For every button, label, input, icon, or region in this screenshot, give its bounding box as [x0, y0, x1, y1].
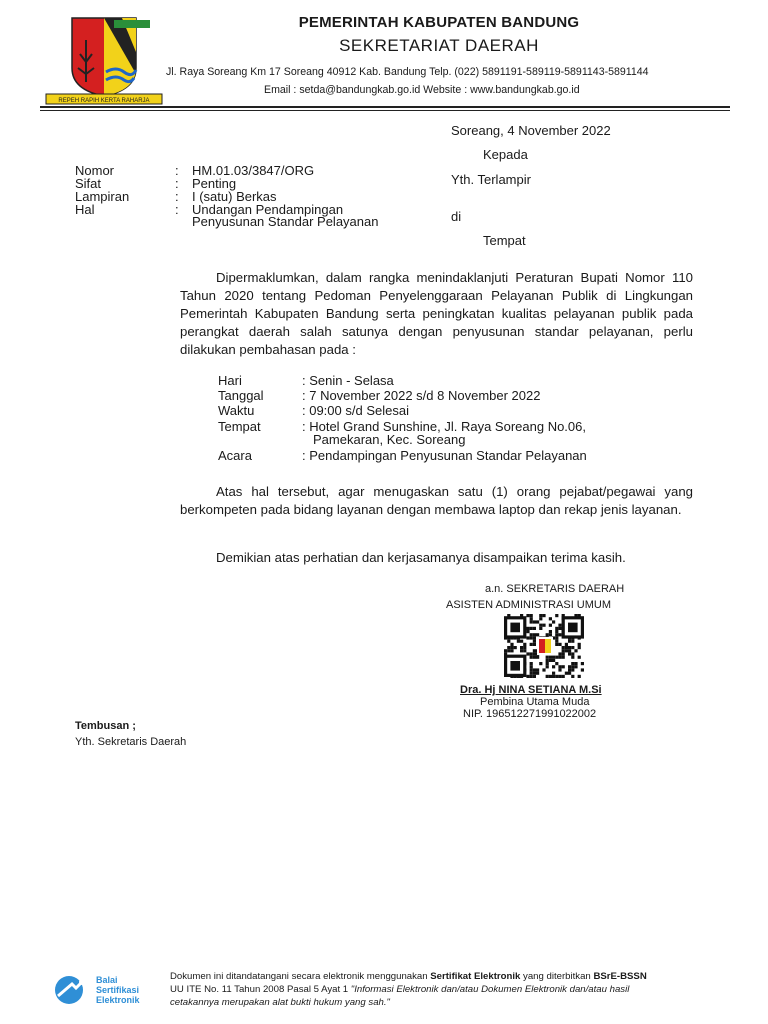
schedule-label: Tempat: [218, 419, 261, 434]
meta-label: Hal: [75, 202, 95, 217]
signatory-nip: NIP. 196512271991022002: [463, 708, 597, 720]
meta-sep: :: [175, 189, 179, 204]
body-paragraph-3: Demikian atas perhatian dan kerjasamanya disampaikan terima kasih.: [216, 550, 626, 565]
letterhead-government: PEMERINTAH KABUPATEN BANDUNG: [298, 14, 580, 31]
signature-on-behalf: a.n. SEKRETARIS DAERAH: [485, 583, 625, 595]
meta-label: Sifat: [75, 176, 102, 191]
signature-qr-code: [504, 613, 586, 679]
schedule-value: : 09:00 s/d Selesai: [302, 403, 409, 418]
bsre-logo-icon: [52, 974, 90, 1006]
letterhead-rule-thick: [40, 106, 730, 108]
body-paragraph-1: Dipermaklumkan, dalam rangka menindaklanjuti Peraturan Bupati Nomor 110 Tahun 2020 tentang Pedoman Penyelenggaraan Pelayanan Publik di Lingkungan Pemerintah Kabupaten Bandung serta peningkatan kualitas pelayanan publik pada perangkat daerah salah satunya dengan penyusunan standar pelayanan, perlu dilakukan pembahasan pada :: [180, 270, 693, 357]
schedule-value: : Pendampingan Penyusunan Standar Pelayanan: [302, 448, 587, 463]
schedule-label: Waktu: [218, 403, 255, 418]
letterhead-rule-thin: [40, 110, 730, 111]
signatory-rank: Pembina Utama Muda: [480, 696, 590, 708]
footer-e-signature-notice: Dokumen ini ditandatangani secara elektronik menggunakan Sertifikat Elektronik yang diterbitkan BSrE-BSSN UU ITE No. 11 Tahun 2008 Pasal 5 Ayat 1 "Informasi Elektronik dan/atau Dokumen Elektronik dan/atau hasil cetakannya merupakan alat bukti hukum yang sah.": [170, 971, 647, 1008]
cc-heading: Tembusan ;: [75, 720, 136, 732]
meta-value: Undangan Pendampingan: [192, 202, 344, 217]
letterhead-contact: Email : setda@bandungkab.go.id Website : www.bandungkab.go.id: [264, 84, 580, 96]
meta-value: HM.01.03/3847/ORG: [192, 163, 315, 178]
letter-date: Soreang, 4 November 2022: [451, 123, 611, 138]
schedule-value: : Senin - Selasa: [302, 373, 394, 388]
meta-sep: :: [175, 163, 179, 178]
schedule-value: : Hotel Grand Sunshine, Jl. Raya Soreang No.06,: [302, 419, 586, 434]
letterhead-office: SEKRETARIAT DAERAH: [339, 36, 539, 55]
meta-sep: :: [175, 202, 179, 217]
meta-sep: :: [175, 176, 179, 191]
signature-position: ASISTEN ADMINISTRASI UMUM: [446, 599, 612, 611]
recipient-kepada: Kepada: [483, 147, 528, 162]
meta-value: I (satu) Berkas: [192, 189, 277, 204]
meta-label: Nomor: [75, 163, 115, 178]
schedule-label: Hari: [218, 373, 242, 388]
recipient-di: di: [451, 209, 462, 224]
bandung-regency-emblem-logo: [44, 12, 164, 106]
emblem-motto: REPEH RAPIH KERTA RAHARJA: [58, 98, 150, 104]
schedule-label: Tanggal: [218, 388, 264, 403]
meta-label: Lampiran: [75, 189, 130, 204]
schedule-value: : 7 November 2022 s/d 8 November 2022: [302, 388, 541, 403]
letterhead-address: Jl. Raya Soreang Km 17 Soreang 40912 Kab. Bandung Telp. (022) 5891191-589119-5891143-5891144: [166, 66, 649, 78]
meta-value-continued: Penyusunan Standar Pelayanan: [192, 214, 379, 229]
recipient-tempat: Tempat: [483, 233, 526, 248]
schedule-label: Acara: [218, 448, 252, 463]
body-paragraph-2: Atas hal tersebut, agar menugaskan satu (1) orang pejabat/pegawai yang berkompeten pada bidang layanan dengan membawa laptop dan rekap jenis layanan.: [180, 484, 693, 517]
meta-value: Penting: [192, 176, 237, 191]
recipient-yth: Yth. Terlampir: [451, 172, 531, 187]
schedule-value-continued: Pamekaran, Kec. Soreang: [313, 432, 466, 447]
cc-item: Yth. Sekretaris Daerah: [75, 736, 187, 748]
signatory-name: Dra. Hj NINA SETIANA M.Si: [460, 684, 602, 696]
bsre-logo-text: Balai Sertifikasi Elektronik: [96, 975, 140, 1005]
